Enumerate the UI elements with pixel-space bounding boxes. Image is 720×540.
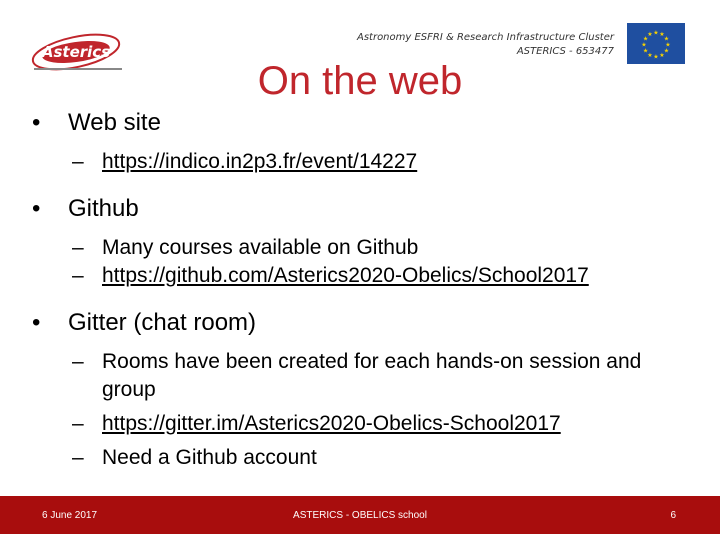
subitem-indico-link[interactable] bbox=[26, 148, 696, 176]
gitter-link[interactable]: https://gitter.im/Asterics2020-Obelics-School2017 bbox=[102, 412, 561, 435]
eu-star-icon: ★ bbox=[653, 29, 659, 37]
logo-wordmark: Asterics bbox=[41, 43, 111, 61]
dash-marker: – bbox=[72, 350, 84, 373]
bullet-text: Web site bbox=[68, 109, 161, 136]
indico-link[interactable]: https://indico.in2p3.fr/event/14227 bbox=[102, 150, 418, 173]
eu-star-icon: ★ bbox=[642, 47, 649, 55]
dash-marker: – bbox=[72, 412, 84, 435]
subitem-github-link[interactable] bbox=[26, 262, 696, 290]
footer-date: 6 June 2017 bbox=[42, 510, 98, 521]
subitem-text: Many courses available on Github bbox=[102, 236, 419, 259]
github-link[interactable]: https://github.com/Asterics2020-Obelics/School2017 bbox=[102, 264, 589, 287]
subitem-account bbox=[26, 444, 696, 472]
subitem-gitter-link[interactable] bbox=[26, 410, 696, 438]
bullet-github bbox=[26, 192, 696, 226]
eu-star-icon: ★ bbox=[647, 31, 653, 39]
slide-title: On the web bbox=[257, 59, 463, 103]
eu-star-icon: ★ bbox=[642, 35, 649, 43]
bullet-web-site bbox=[26, 106, 696, 140]
eu-star-icon: ★ bbox=[659, 31, 665, 39]
bullet-text: Github bbox=[68, 195, 139, 222]
dash-marker: – bbox=[72, 236, 84, 259]
subitem-rooms bbox=[26, 348, 662, 404]
dash-marker: – bbox=[72, 446, 84, 469]
footer-title: ASTERICS - OBELICS school bbox=[293, 510, 427, 521]
eu-star-icon: ★ bbox=[647, 51, 653, 59]
bullet-text: Gitter (chat room) bbox=[68, 309, 257, 336]
eu-star-icon: ★ bbox=[659, 51, 665, 59]
bullet-marker: • bbox=[32, 309, 41, 336]
grant-number: ASTERICS - 653477 bbox=[516, 46, 614, 57]
dash-marker: – bbox=[72, 264, 84, 287]
dash-marker: – bbox=[72, 150, 84, 173]
eu-star-icon: ★ bbox=[653, 53, 659, 61]
eu-star-icon: ★ bbox=[665, 41, 671, 49]
eu-star-icon: ★ bbox=[663, 35, 670, 43]
subitem-text: Rooms have been created for each hands-on session and group bbox=[102, 350, 642, 401]
eu-star-icon: ★ bbox=[641, 41, 647, 49]
cluster-name: Astronomy ESFRI & Research Infrastructure Cluster bbox=[356, 32, 614, 43]
page-number: 6 bbox=[670, 510, 676, 521]
bullet-list bbox=[26, 106, 696, 472]
bullet-marker: • bbox=[32, 109, 41, 136]
bullet-gitter bbox=[26, 306, 696, 340]
subitem-courses bbox=[26, 234, 696, 262]
footer-bar bbox=[0, 496, 720, 534]
eu-star-icon: ★ bbox=[663, 47, 670, 55]
bullet-marker: • bbox=[32, 195, 41, 222]
subitem-text: Need a Github account bbox=[102, 446, 317, 469]
